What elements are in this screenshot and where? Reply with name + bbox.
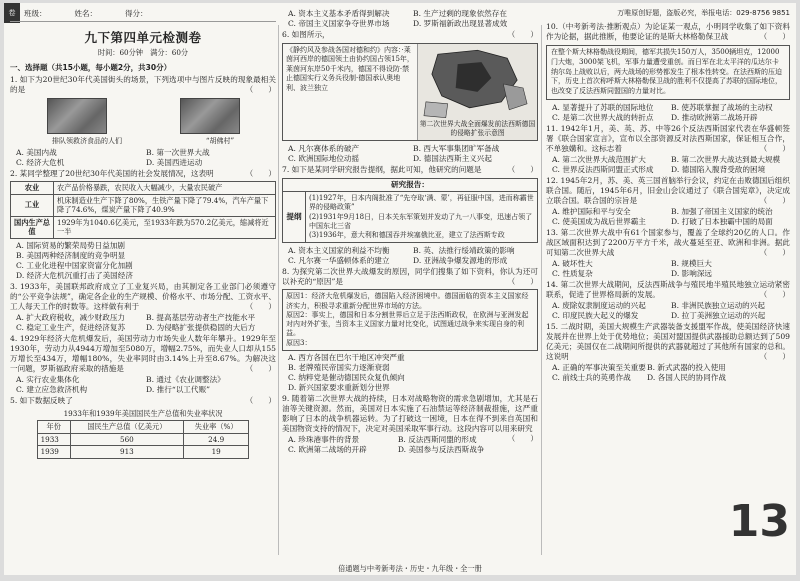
exam-sheet xyxy=(4,3,796,575)
q8-material: 原因1：经济大危机爆发后，德国陷入经济困境中。德国面临的资本主义国家经济实力，积极寻求重新分配世界市场的方法。 原因2：事实上，德国和日本分割世界后立足于法西斯政权，在欧洲与亚洲发起对内对外扩张，当资本主义国家力量对比变化，试图通过战争来实现自身的利益。 原因3： xyxy=(282,289,538,350)
corner-tab: 卷 xyxy=(4,3,20,23)
table-row: 国内生产总值 1929年为1040.6亿美元，至1933年跌为570.2亿美元，缩减将近一半 xyxy=(11,216,276,238)
student-info-row xyxy=(10,9,276,22)
column-divider xyxy=(541,25,542,555)
map-icon xyxy=(418,44,537,122)
q8-options: A. 西方各国在巴尔干地区冲突严重 B. 老牌殖民帝国实力逐渐衰弱 C. 纳粹党是催动德国民众复仇倾向 D. 新兴国家要求重新划分世界 xyxy=(288,352,405,392)
question-9: 9. 随着第二次世界大战的持续，日本对战略物资的需求急剧增加，尤其是石油等关键资源。然而，美国对日本实施了石油禁运等经济制裁措施，这严重影响了日本的战争机器运转。为了打破这一困境，日本在得不到来自英国和美国物资支持的情况下，决定对美国采取军事行动。这段内容可以用来研究 （ ） xyxy=(282,393,538,443)
q1-options: A. 美国内战 B. 第一次世界大战 C. 经济大危机 D. 美国西进运动 xyxy=(16,148,210,168)
treaty-text: 《静约风及参战各国对德和约》内容：·莱茵河西岸的德国领土由协约国占领15年，莱茵河东岸50千米内，德国不得设防·禁止德国实行义务兵役制·德国承认奥地利、波兰独立 xyxy=(283,44,418,140)
q3-options: A. 扩大政府税收，减少财政压力 B. 提高基层劳动者生产技能水平 C. 稳定工业生产，促进经济复苏 D. 为侵略扩张提供稳固的大后方 xyxy=(16,312,256,332)
table-header: 年份 国民生产总值（亿美元） 失业率（%） xyxy=(37,421,249,434)
publisher-note: 万唯原创好题，盗版必究，举报电话：029-8756 9851 xyxy=(617,9,790,17)
question-6: 6. 如图所示， （ ） xyxy=(282,30,538,40)
question-15: 15. 二战时期，美国大规模生产武器装备支援盟军作战，使美国经济快速发展并在世界上处于优势地位；美国对盟国提供武器援助总额达到了509亿美元；美国仅在二战期间所提供的武器就超过了其他所有国家的总和。这说明 （ ） xyxy=(546,321,790,361)
q11-options: A. 第二次世界大战范围扩大 B. 第二次世界大战达到最大规模 C. 世界反法西斯同盟正式形成 D. 德国陷入腹背受敌的困境 xyxy=(552,154,781,174)
class-field[interactable]: 班级： xyxy=(24,9,47,18)
question-8: 8. 为探究第二次世界大战爆发的原因，同学们搜集了如下资料，你认为还可以补充的“原因”是 （ ） xyxy=(282,267,538,287)
page-footer: 倍通题与中考新考法・历史・九年级・全一册 xyxy=(338,563,482,573)
q10-material: 在整个斯大林格勒战役期间，德军共损失150万人，3500辆坦克，12000门大炮，3000架飞机，军事力量遭受重创。而日军在北太平洋的瓜达尔卡纳尔岛上战败以后，两大战场的形势都发生了根本性转变。在法西斯的压迫下，历史上首次称呼斯大林格勒保卫战的胜利不仅提高了苏联的国际地位，也改变了反法西斯同盟国的力量对比。 xyxy=(546,45,790,99)
question-4: 4. 1929年经济大危机爆发后，美国劳动力市场失业人数年年攀升。1929年至1930年，劳动力从4944万增加至5080万，增幅2.75%，而失业人口却从155万增长至434万，增幅180%，失业率同时由3.14%上升至8.67%。为解决这一问题，罗斯福政府采取的措施是 （ ） xyxy=(10,333,276,373)
table-row: 农业 农产品价格暴跌，农民收入大幅减少，大量农民破产 xyxy=(11,182,276,195)
question-3: 3. 1933年，美国联邦政府成立了工业复兴局，由其制定各工业部门必须遵守的“公平竞争法规”，确定各企业的生产规模、价格水平、市场分配、工资水平、工人每天工作的时数等。这样做有利于 （ ） xyxy=(10,281,276,311)
question-12: 12. 1945年2月，苏、美、英三国首脑举行会议，约定在击败德国后组织联合国。随后，1945年6月，旧金山会议通过了《联合国宪章》，决定成立联合国。联合国的宗旨是 （ ） xyxy=(546,175,790,205)
question-11: 11. 1942年1月，美、英、苏、中等26个反法西斯国家代表在华盛顿签署《联合国家宣言》，宣布以全部资源反对法西斯国家，保证相互合作，不单独媾和。这标志着 （ ） xyxy=(546,123,790,153)
q14-options: A. 废除奴隶制度运动的兴起 B. 非洲民族独立运动的兴起 C. 印度民族大起义的爆发 D. 拉丁美洲独立运动的兴起 xyxy=(552,300,766,320)
column-1 xyxy=(10,9,276,565)
name-field[interactable]: 姓名： xyxy=(74,9,97,18)
q6-material xyxy=(282,43,538,141)
question-14: 14. 第二次世界大战期间，反法西斯战争与殖民地半殖民地独立运动紧密联系，促进了世界格局新的发展。 （ ） xyxy=(546,279,790,299)
q1-photos xyxy=(10,98,276,134)
expansion-map: 第二次世界大战全面爆发前法西斯德国的侵略扩张示意图 xyxy=(418,44,537,140)
hooverville-photo xyxy=(180,98,240,134)
page-subtitle: 时间：60分钟 满分：60分 xyxy=(97,48,189,58)
page-title: 九下第四单元检测卷 xyxy=(84,29,202,45)
breadline-photo xyxy=(47,98,107,134)
q7-study-box: 研究报告： 提纲 (1)1927年，日本内阁批准了“先夺取‘满、蒙’，再征服中国，进而称霸世界的侵略政策” (2)1931年9月18日，日本关东军策划并发动了九一八事变，迅速占领了中国东北三省 (3)1936年，意大利和德国吞并埃塞俄比亚，建立了法西斯专政 xyxy=(282,178,538,243)
q1-captions: 排队领救济食品的人们 “胡佛村” xyxy=(51,136,235,145)
q5-options: A. 资本主义基本矛盾得到解决 B. 生产过剩的现象依然存在 C. 帝国主义国家争夺世界市场 D. 罗斯福新政出现显著成效 xyxy=(288,9,508,29)
page-number: 13 xyxy=(728,495,790,547)
question-5: 5. 如下数据反映了 （ ） xyxy=(10,395,276,405)
column-divider xyxy=(278,25,279,555)
q4-options: A. 实行农业集体化 B. 通过《农业调整法》 C. 建立应急救济机构 D. 推行“以工代赈” xyxy=(16,374,225,394)
q10-options: A. 显著提升了苏联的国际地位 B. 使苏联掌握了战场的主动权 C. 是第二次世界大战的转折点 D. 推动欧洲第二战场开辟 xyxy=(552,102,773,122)
question-2: 2. 某同学整理了20世纪30年代美国的社会发展情况，这表明 （ ） xyxy=(10,169,276,179)
table-row: 1933 560 24.9 xyxy=(37,433,249,446)
q12-options: A. 维护国际和平与安全 B. 加强了帝国主义国家的统治 C. 使美国成为战后世界霸主 D. 打破了日本独霸中国的局面 xyxy=(552,206,773,226)
table-row: 工业 机床制造业生产下降了80%，生铁产量下降了79.4%，汽车产量下降了74.6%，煤炭产量下降了40.9% xyxy=(11,194,276,216)
q2-options: A. 国际贸易的繁荣局势日益加剧 B. 美国两种经济制度的竞争明显 C. 工业化进程中国家资富分化加剧 D. 经济大危机沉重打击了美国经济 xyxy=(16,240,133,280)
q5-table-title: 1933年和1939年美国国民生产总值和失业率状况 xyxy=(63,408,223,418)
question-10: 10.（中考新考法·推断观点）为论证某一观点，小明同学收集了如下资料作为论据，据此推断，他要论证的是斯大林格勒保卫战 （ ） xyxy=(546,22,790,42)
q7-options: A. 资本主义国家的利益不均衡 B. 英、法推行绥靖政策的影响 C. 凡尔赛一华盛顿体系的建立 D. 亚洲战争爆发源地的形成 xyxy=(288,246,515,266)
question-7: 7. 如下是某同学研究报告提纲，据此可知，他研究的问题是 （ ） xyxy=(282,165,538,175)
score-field[interactable]: 得分： xyxy=(125,9,148,18)
q15-options: A. 正确的军事决策至关重要 B. 新式武器的投入使用 C. 前线士兵的英勇作战 D. 各国人民的协同作战 xyxy=(552,362,726,382)
column-3 xyxy=(546,9,790,565)
table-row: 1939 913 19 xyxy=(37,446,249,459)
question-1: 1. 如下为20世纪30年代美国街头的场景，下列选项中与图片反映的现象最相关的是 （ ） xyxy=(10,74,276,94)
q2-table xyxy=(10,181,276,239)
section-heading: 一、选择题（共15小题，每小题2分，共30分） xyxy=(10,62,172,72)
q5-table xyxy=(37,420,250,459)
q13-options: A. 破坏性大 B. 规模巨大 C. 性质复杂 D. 影响深远 xyxy=(552,258,713,278)
q9-options: A. 珍珠港事件的背景 B. 反法西斯同盟的形成 C. 欧洲第二战场的开辟 D. 美国参与反法西斯战争 xyxy=(288,434,485,454)
q6-options: A. 凡尔赛体系的破产 B. 西大军事集团旷军备战 C. 欧洲国际地位动摇 D. 德国法西斯主义兴起 xyxy=(288,144,500,164)
question-13: 13. 第二次世界大战中有61个国家参与，覆盖了全球约20亿的人口。作战区域面积达到了2200万平方千米，战火蔓延至亚、欧洲和非洲。据此可知第二次世界大战 （ ） xyxy=(546,227,790,257)
column-2 xyxy=(282,9,538,565)
